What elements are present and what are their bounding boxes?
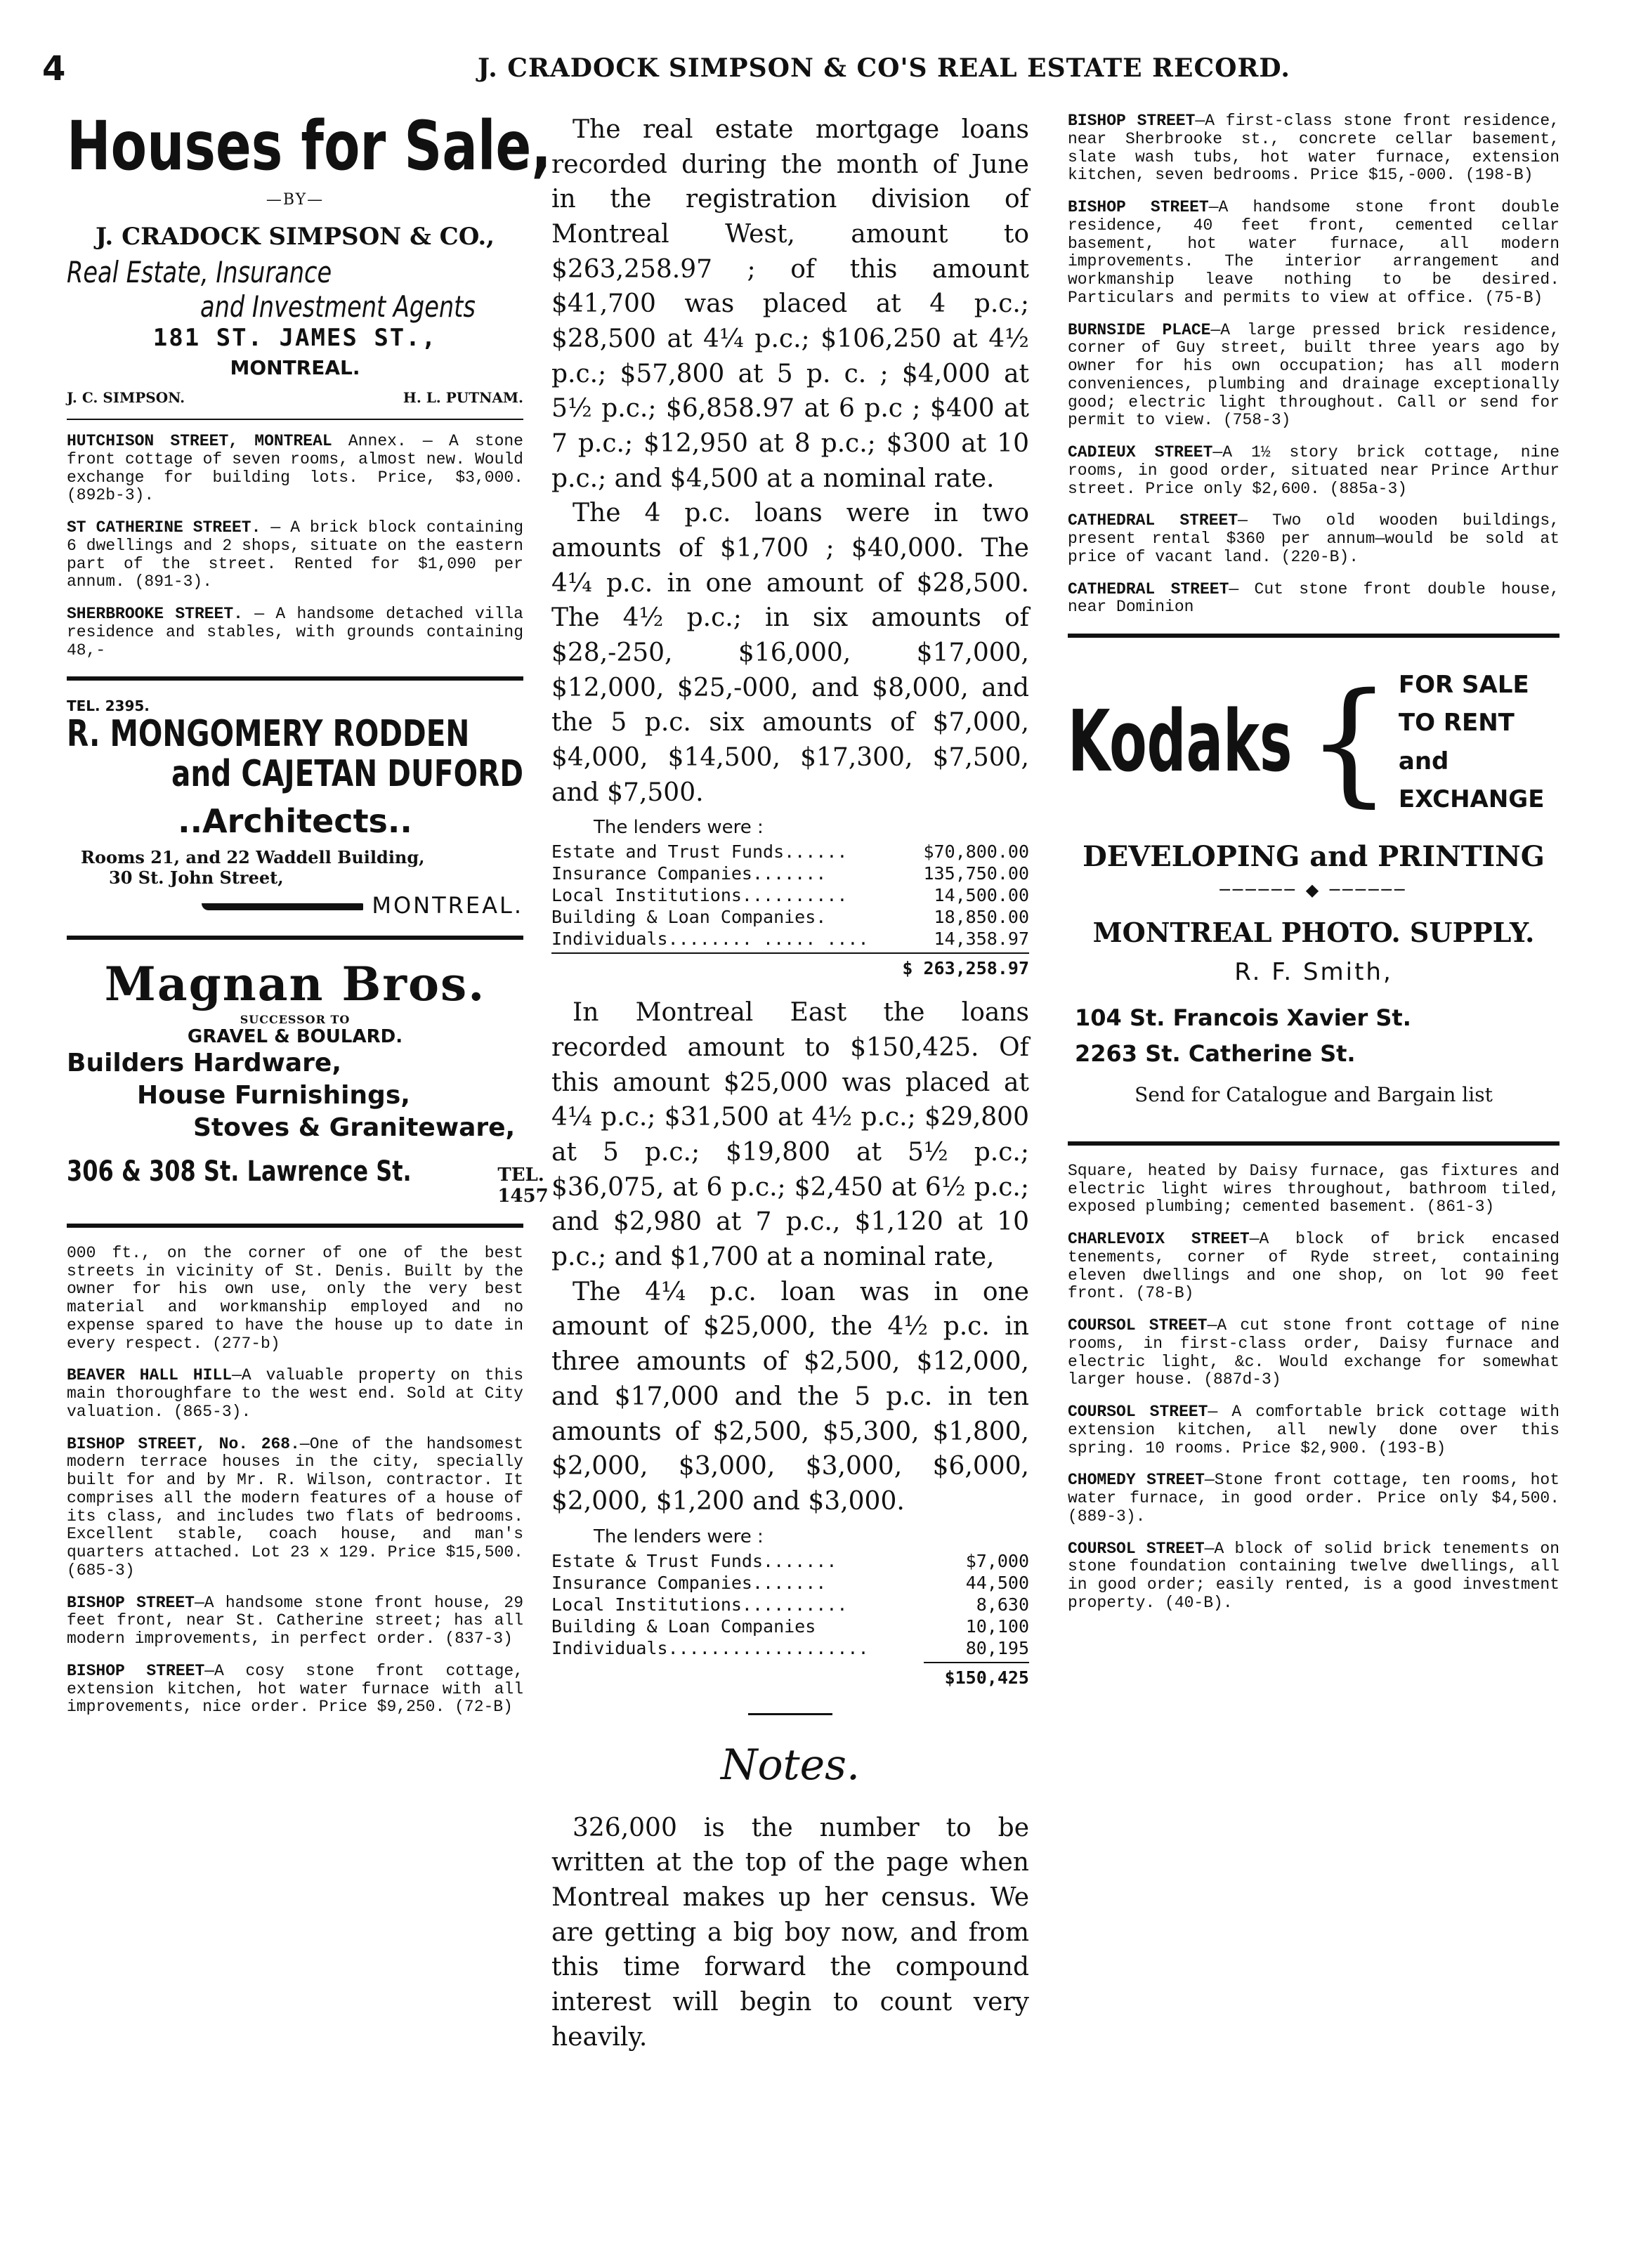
houses-ad-title: Houses for Sale, <box>67 107 551 185</box>
lenders-table-east <box>551 1550 1029 1659</box>
table-row <box>551 1615 1029 1637</box>
listing-street: BISHOP STREET <box>1068 112 1196 130</box>
lenders-heading: The lenders were : <box>594 1526 764 1547</box>
listing <box>1068 581 1559 617</box>
architects-name1: R. MONGOMERY RODDEN <box>67 713 470 756</box>
kodaks-option-rent: TO RENT <box>1398 709 1515 738</box>
lender-amount: $70,800.00 <box>923 841 1029 863</box>
lenders-total-east: $150,425 <box>924 1662 1029 1688</box>
kodaks-address-1: 104 St. Francois Xavier St. <box>1075 1004 1411 1031</box>
kodaks-header <box>1068 666 1559 819</box>
listing-street: CATHEDRAL STREET <box>1068 511 1238 530</box>
table-row <box>551 841 1029 863</box>
listing-text: —A handsome stone front double residence, 40 feet front, cemented cellar basement, hot water furnace, all modern improvements. The interior arrangement and workmanship leave nothing to be desired. Particulars and permits to view at office. (75-B) <box>1068 198 1559 307</box>
listing <box>1068 322 1559 431</box>
listing-text: Square, heated by Daisy furnace, gas fixtures and electric light wires throughout, bathroom tiled, exposed plumbing; cemented basement. (861-3) <box>1068 1161 1559 1217</box>
magnan-address: 306 & 308 St. Lawrence St. <box>67 1155 412 1188</box>
listing-street: BISHOP STREET <box>67 1593 195 1612</box>
magnan-title: Magnan Bros. <box>104 956 486 1011</box>
listing-text: —A block of solid brick tenements on stone foundation containing twelve dwellings, all in good order; easily rented, is a good investment property. (40-B). <box>1068 1539 1560 1612</box>
kodaks-option-sale: FOR SALE <box>1398 671 1529 699</box>
listing-text: Annex. — A stone front cottage of seven rooms, almost new. Would exchange for building lots. Price, $3,000. (892b-3). <box>67 432 523 505</box>
listing-text: —A cosy stone front cottage, extension kitchen, hot water furnace with all improvements, nice order. Price $9,250. (72-B) <box>67 1661 523 1717</box>
lenders-table-west <box>551 841 1029 950</box>
listing-street: CADIEUX STREET <box>1068 443 1213 461</box>
lender-name: Individuals........ ..... .... <box>551 929 869 950</box>
listing <box>67 433 523 505</box>
houses-ad-firm: J. CRADOCK SIMPSON & CO., <box>95 223 495 251</box>
listing-street: CHARLEVOIX STREET <box>1068 1230 1250 1249</box>
houses-ad-address: 181 ST. JAMES ST., <box>152 324 438 352</box>
divider <box>1068 1141 1559 1146</box>
divider <box>67 936 523 940</box>
architects-tel: TEL. 2395. <box>67 697 150 715</box>
pen-nib-icon <box>202 903 363 910</box>
page-number: 4 <box>42 49 66 89</box>
magnan-goods-1: Builders Hardware, <box>67 1048 341 1077</box>
architects-name2: and CAJETAN DUFORD <box>171 753 523 796</box>
listing-street: HUTCHISON STREET, MONTREAL <box>67 432 332 450</box>
listing <box>1068 1540 1559 1613</box>
kodaks-developing: DEVELOPING and PRINTING <box>1083 839 1545 873</box>
magnan-goods-3: Stoves & Graniteware, <box>193 1113 516 1142</box>
listing <box>67 519 523 591</box>
houses-for-sale-ad <box>67 107 551 406</box>
listings-group-c <box>1068 112 1559 617</box>
houses-ad-line2: and Investment Agents <box>200 289 476 324</box>
magnan-goods-2: House Furnishings, <box>137 1080 410 1110</box>
listing-street: CATHEDRAL STREET <box>1068 579 1229 598</box>
listing <box>67 1245 523 1353</box>
table-row <box>551 928 1029 950</box>
kodaks-address-2: 2263 St. Catherine St. <box>1075 1040 1356 1067</box>
houses-ad-city: MONTREAL. <box>230 356 360 379</box>
lender-name: Individuals................... <box>551 1637 869 1658</box>
listing-text: —A cut stone front cottage of nine rooms, in first-class order, Daisy furnace and electric light, &c. Would exchange for somewhat larger house. (887d-3) <box>1068 1316 1559 1389</box>
table-row <box>551 906 1029 928</box>
listing <box>1068 1471 1559 1526</box>
listing-text: — A handsome detached villa residence and stables, with grounds containing 48,- <box>67 605 523 660</box>
lender-name: Local Institutions.......... <box>551 1594 848 1615</box>
table-row <box>551 1572 1029 1594</box>
listing-street: BURNSIDE PLACE <box>1068 320 1211 339</box>
lender-name: Insurance Companies....... <box>551 863 827 884</box>
page-title: J. CRADOCK SIMPSON & CO'S REAL ESTATE RECORD. <box>478 53 1290 83</box>
houses-ad-partners <box>67 389 523 406</box>
partner-simpson: J. C. SIMPSON. <box>67 389 185 406</box>
architects-street: 30 St. John Street, <box>109 867 284 888</box>
lender-amount: 14,358.97 <box>934 929 1029 950</box>
lender-amount: 80,195 <box>965 1637 1029 1658</box>
lender-name: Building & Loan Companies <box>551 1615 816 1637</box>
listings-group-b <box>67 1245 523 1717</box>
mortgage-east-paragraph: In Montreal East the loans recorded amount to $150,425. Of this amount $25,000 was placed at 4¼ p.c.; $31,500 at 4½ p.c.; $29,800 at 5 p.c.; $19,800 at 5½ p.c.; $36,075, at 6 p.c.; $2,450 at 6½ p.c.; and $2,980 at 7 p.c., $1,120 at 10 p.c.; and $1,700 at a nominal rate, <box>551 998 1029 1272</box>
listing-text: —A 1½ story brick cottage, nine rooms, in good order, situated near Prince Arthur street. Price only $2,600. (885a-3) <box>1068 443 1560 498</box>
kodaks-catalogue: Send for Catalogue and Bargain list <box>1134 1082 1493 1106</box>
lender-amount: $7,000 <box>965 1550 1029 1571</box>
listing-street: BISHOP STREET <box>1068 198 1209 216</box>
lender-amount: 135,750.00 <box>923 863 1029 884</box>
kodaks-ad <box>1068 666 1559 1106</box>
listing <box>67 1436 523 1580</box>
listing-street: COURSOL STREET <box>1068 1316 1208 1335</box>
listing <box>67 1367 523 1421</box>
listing <box>1068 1231 1559 1303</box>
kodaks-firm: MONTREAL PHOTO. SUPPLY. <box>1092 916 1535 948</box>
kodaks-option-exchange: and EXCHANGE <box>1398 747 1545 814</box>
lender-amount: 14,500.00 <box>934 885 1029 906</box>
listing <box>67 1663 523 1717</box>
ornament-icon: ────── ◆ ────── <box>1219 879 1408 900</box>
partner-putnam: H. L. PUTNAM. <box>403 389 523 406</box>
lenders-heading: The lenders were : <box>594 817 764 839</box>
divider <box>67 1224 523 1228</box>
listing <box>1068 1317 1559 1389</box>
listing <box>1068 1403 1559 1457</box>
magnan-predecessor: GRAVEL & BOULARD. <box>187 1025 403 1047</box>
listing-text: — A comfortable brick cottage with extension kitchen, all newly done over this spring. 10 rooms. Price $2,900. (193-B) <box>1068 1403 1559 1457</box>
divider <box>67 676 523 681</box>
listing <box>1068 112 1559 185</box>
table-row <box>551 863 1029 884</box>
listing-street: BISHOP STREET <box>67 1661 205 1680</box>
lenders-total-west: $ 263,258.97 <box>551 952 1029 978</box>
running-head <box>42 49 1574 91</box>
column-left <box>67 107 551 1731</box>
listing <box>1068 444 1559 498</box>
listing-text: — A brick block containing 6 dwellings and 2 shops, situate on the eastern part of the street. Rented for $1,090 per annum. (891-3). <box>67 518 524 591</box>
kodaks-options <box>1399 666 1559 819</box>
divider <box>1068 634 1559 638</box>
divider <box>67 419 523 420</box>
lender-amount: 18,850.00 <box>934 907 1029 928</box>
listing-text: —A large pressed brick residence, corner of Guy street, built three years ago by owner for his own occupation; has all modern conveniences, plumbing and drainage exceptionally good; electric light throughout. Call or send for permit to view. (758-3) <box>1068 320 1559 430</box>
architects-rooms: Rooms 21, and 22 Waddell Building, <box>81 846 425 867</box>
listing-text: —A first-class stone front residence, near Sherbrooke st., concrete cellar basement, slate wash tubs, hot water furnace, extension kitchen, seven bedrooms. Price $15,-000. (198-B) <box>1068 112 1559 185</box>
listing-text: — Two old wooden buildings, present rental $360 per annum—would be sold at price of vacant land. (220-B). <box>1068 511 1559 566</box>
listing-text: —A block of brick encased tenements, corner of Ryde street, containing eleven dwellings and one shop, on lot 90 feet front. (78-B) <box>1068 1230 1559 1303</box>
kodaks-title: Kodaks <box>1068 693 1293 792</box>
kodaks-proprietor: R. F. Smith, <box>1234 957 1393 986</box>
column-middle <box>551 112 1029 2054</box>
mortgage-west-detail: The 4 p.c. loans were in two amounts of $1,700 ; $40,000. The 4¼ p.c. in one amount of $28,500. The 4½ p.c.; in six amounts of $28,-250, $16,000, $17,000, $12,000, $25,-000, and $8,000, and the 5 p.c. six amounts of $7,000, $4,000, $14,500, $17,300, $7,500, and $7,500. <box>551 499 1029 807</box>
notes-heading: Notes. <box>720 1740 861 1790</box>
lender-amount: 44,500 <box>965 1572 1029 1593</box>
listing-street: COURSOL STREET <box>1068 1539 1205 1558</box>
table-row <box>551 1550 1029 1572</box>
lender-amount: 8,630 <box>976 1594 1029 1615</box>
table-row <box>551 1594 1029 1615</box>
magnan-tel: TEL. 1457 <box>497 1164 549 1207</box>
listing-street: BEAVER HALL HILL <box>67 1366 233 1385</box>
notes-paragraph: 326,000 is the number to be written at the top of the page when Montreal makes up her census. We are getting a big boy now, and from this time forward the compound interest will begin to count very heavily. <box>551 1813 1029 2052</box>
mortgage-west-paragraph: The real estate mortgage loans recorded during the month of June in the registration division of Montreal West, amount to $263,258.97 ; of this amount $41,700 was placed at 4 p.c.; $28,500 at 4¼ p.c.; $106,250 at 4½ p.c.; $57,800 at 5 p. c. ; $4,000 at 5½ p.c.; $6,858.97 at 6 p.c ; $400 at 7 p.c.; $12,950 at 8 p.c.; $300 at 10 p.c.; and $4,500 at a nominal rate. <box>551 115 1029 493</box>
houses-ad-line1: Real Estate, Insurance <box>67 255 332 289</box>
listing-street: COURSOL STREET <box>1068 1403 1208 1422</box>
listing-text: —A valuable property on this main thoroughfare to the west end. Sold at City valuation. (865-3). <box>67 1366 523 1421</box>
listings-group-d <box>1068 1162 1559 1613</box>
listing <box>67 605 523 660</box>
lender-name: Estate and Trust Funds...... <box>551 841 848 863</box>
listing <box>67 1594 523 1648</box>
listing <box>1068 199 1559 308</box>
houses-ad-by: —BY— <box>266 191 325 209</box>
listing-text: — Cut stone front double house, near Dominion <box>1068 579 1559 617</box>
lender-name: Local Institutions.......... <box>551 885 848 906</box>
brace-icon: { <box>1307 664 1392 820</box>
listings-group-a <box>67 433 523 660</box>
listing-street: CHOMEDY STREET <box>1068 1471 1205 1490</box>
listing-text: —Stone front cottage, ten rooms, hot water furnace, in good order. Price only $4,500. (889-3). <box>1068 1471 1560 1526</box>
listing-text: —A handsome stone front house, 29 feet front, near St. Catherine street; has all modern improvements, in perfect order. (837-3) <box>67 1593 523 1648</box>
architects-subtitle: ..Architects.. <box>178 801 412 840</box>
architects-city <box>67 892 523 919</box>
listing-street: BISHOP STREET, No. 268. <box>67 1434 300 1453</box>
magnan-bros-ad <box>67 956 549 1207</box>
architects-ad <box>67 697 523 918</box>
listing <box>1068 1162 1559 1217</box>
lender-name: Building & Loan Companies. <box>551 907 827 928</box>
table-row <box>551 884 1029 906</box>
lender-amount: 10,100 <box>965 1615 1029 1637</box>
listing-street: SHERBROOKE STREET. <box>67 605 243 623</box>
listing-street: ST CATHERINE STREET. <box>67 518 261 537</box>
lender-name: Insurance Companies....... <box>551 1572 827 1593</box>
listing-text: 000 ft., on the corner of one of the best streets in vicinity of St. Denis. Built by the owner for his own use, only the very best material and workmanship employed and no expense spared to have the house up to date in every respect. (277-b) <box>67 1243 523 1353</box>
mortgage-east-detail: The 4¼ p.c. loan was in one amount of $25,000, the 4½ p.c. in three amounts of $2,500, $12,000, and $17,000 and the 5 p.c. in ten amounts of $2,500, $5,300, $1,800, $2,000, $3,000, $3,000, $6,000, $2,000, $1,200 and $3,000. <box>551 1277 1029 1516</box>
table-row <box>551 1637 1029 1659</box>
architects-city-text: MONTREAL. <box>372 891 523 919</box>
lender-name: Estate & Trust Funds....... <box>551 1550 837 1571</box>
column-right <box>1068 112 1559 1627</box>
divider <box>748 1713 832 1715</box>
magnan-store-row <box>67 1155 549 1207</box>
magnan-successor: SUCCESSOR TO <box>240 1012 351 1026</box>
listing <box>1068 512 1559 566</box>
listing-text: —One of the handsomest modern terrace houses in the city, specially built for and by Mr. R. Wilson, contractor. It comprises all the modern features of a house of its class, and includes two flats of bedrooms. Excellent stable, coach house, and man's quarters attached. Lot 23 x 129. Price $15,500. (685-3) <box>67 1434 524 1580</box>
